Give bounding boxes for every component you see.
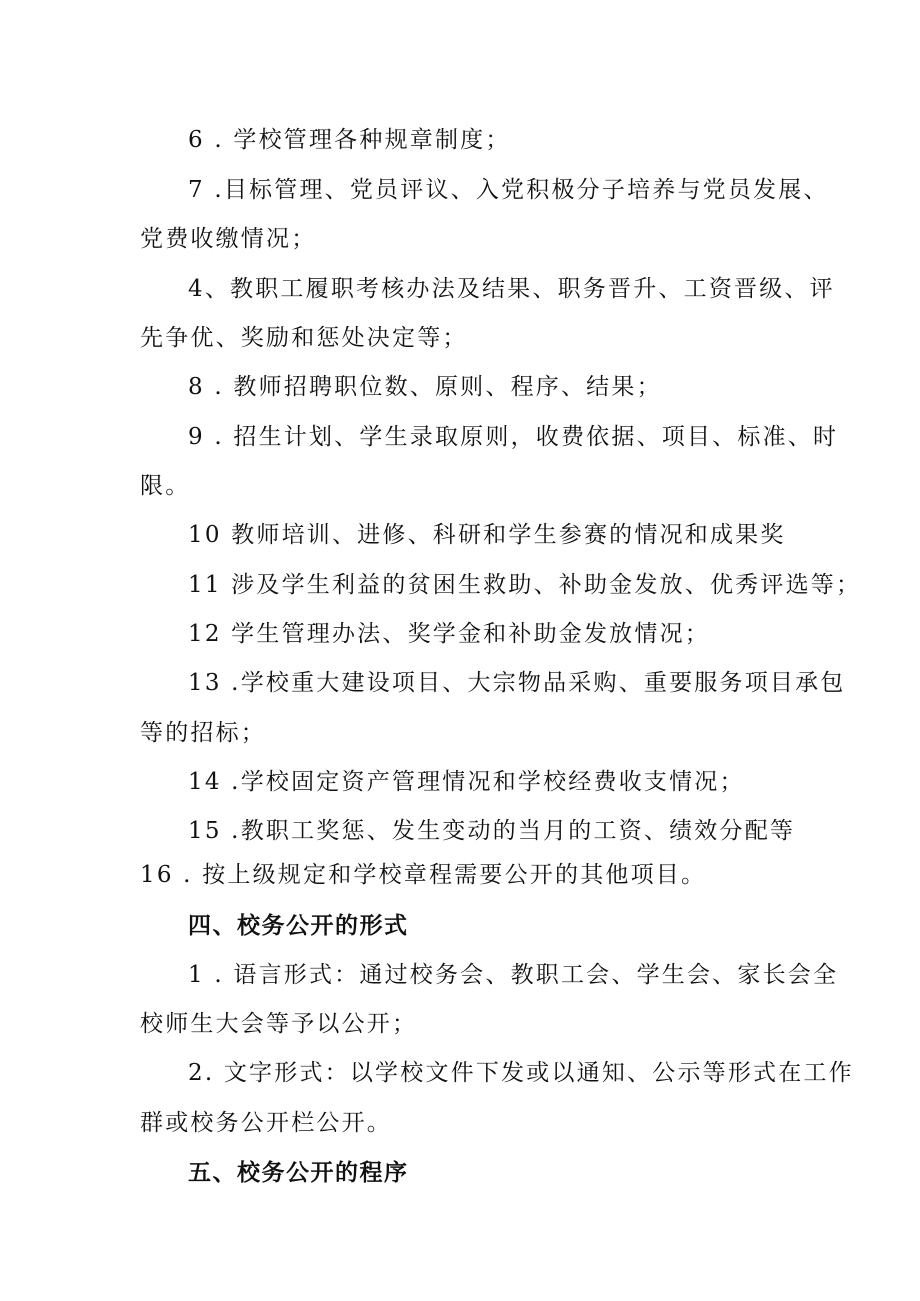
item-7-party-management: 7 .目标管理、党员评议、入党积极分子培养与党员发展、 (188, 177, 829, 203)
item-4-staff-assessment: 4、教职工履职考核办法及结果、职务晋升、工资晋级、评 (188, 276, 835, 302)
item-10-training: 10 教师培训、进修、科研和学生参赛的情况和成果奖 (188, 522, 786, 548)
form-1-verbal: 1 . 语言形式：通过校务会、教职工会、学生会、家长会全 (188, 962, 839, 988)
form-2-continuation: 群或校务公开栏公开。 (140, 1110, 392, 1136)
item-4-continuation: 先争优、奖励和惩处决定等； (140, 325, 468, 351)
form-1-continuation: 校师生大会等予以公开； (140, 1011, 418, 1037)
item-14-assets-finance: 14 .学校固定资产管理情况和学校经费收支情况； (188, 769, 745, 795)
item-13-continuation: 等的招标； (140, 720, 266, 746)
item-6-rules: 6 . 学校管理各种规章制度； (188, 127, 511, 153)
item-13-construction-procurement: 13 .学校重大建设项目、大宗物品采购、重要服务项目承包 (188, 670, 846, 696)
item-7-continuation: 党费收缴情况； (140, 226, 317, 252)
item-8-recruitment: 8 . 教师招聘职位数、原则、程序、结果； (188, 374, 662, 400)
item-11-student-aid: 11 涉及学生利益的贫困生救助、补助金发放、优秀评选等； (188, 572, 862, 598)
section-5-heading: 五、校务公开的程序 (188, 1160, 409, 1186)
item-15-rewards-salary: 15 .教职工奖惩、发生变动的当月的工资、绩效分配等 (188, 818, 796, 844)
item-9-continuation: 限。 (140, 473, 191, 499)
item-16-other-items: 16 . 按上级规定和学校章程需要公开的其他项目。 (140, 862, 707, 888)
section-4-heading: 四、校务公开的形式 (188, 913, 409, 939)
item-9-enrollment: 9 . 招生计划、学生录取原则，收费依据、项目、标准、时 (188, 424, 839, 450)
item-12-student-management: 12 学生管理办法、奖学金和补助金发放情况； (188, 621, 710, 647)
form-2-written: 2. 文字形式：以学校文件下发或以通知、公示等形式在工作 (188, 1060, 854, 1086)
